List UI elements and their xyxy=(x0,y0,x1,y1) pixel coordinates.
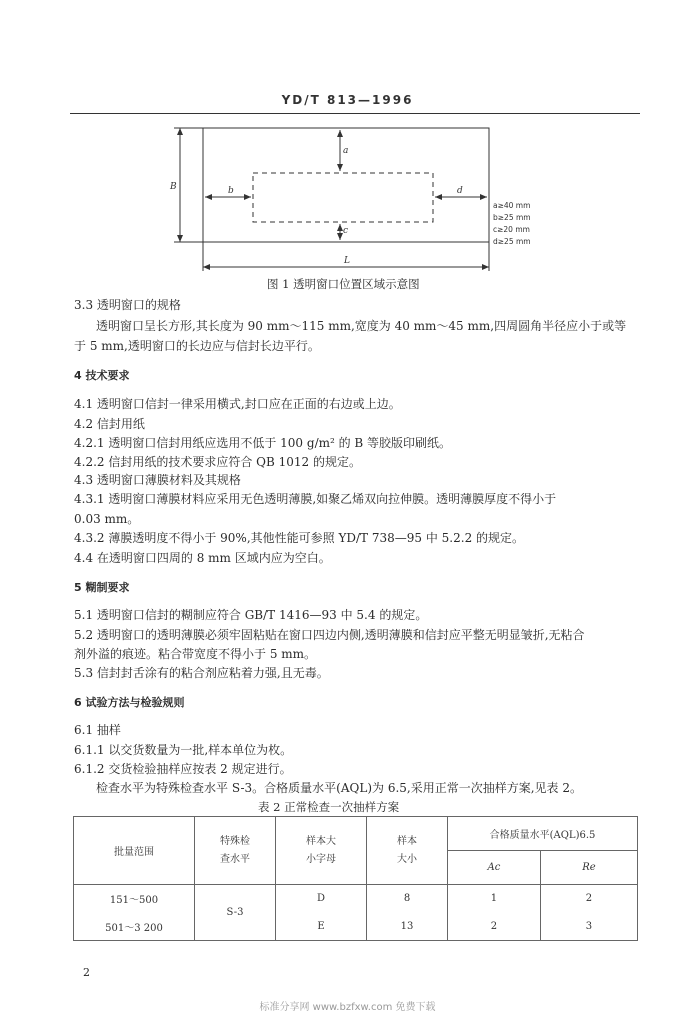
header-batch-range: 批量范围 xyxy=(74,817,195,885)
table-row xyxy=(74,885,638,913)
clause-5-2-line-1: 5.2 透明窗口的透明薄膜必须牢固粘贴在窗口四边内侧,透明薄膜和信封应平整无明显皱折,无粘合 xyxy=(74,628,585,642)
clause-4-4: 4.4 在透明窗口四周的 8 mm 区域内应为空白。 xyxy=(74,551,331,565)
figure-caption: 图 1 透明窗口位置区域示意图 xyxy=(267,277,420,291)
legend-d: d≥25 mm xyxy=(493,237,531,246)
footer-watermark: 标准分享网 www.bzfxw.com 免费下载 xyxy=(259,1002,436,1013)
paragraph-3-3-line-2: 于 5 mm,透明窗口的长边应与信封长边平行。 xyxy=(74,339,320,353)
cell-ac: 1 xyxy=(448,885,541,913)
cell-ac: 2 xyxy=(448,913,541,941)
header-code-letter: 样本大 小字母 xyxy=(276,817,367,885)
clause-6-1-1: 6.1.1 以交货数量为一批,样本单位为枚。 xyxy=(74,743,293,757)
cell-code: D xyxy=(276,885,367,913)
header-re: Re xyxy=(540,851,637,885)
header-special-level: 特殊检 查水平 xyxy=(195,817,276,885)
clause-4-2-2: 4.2.2 信封用纸的技术要求应符合 QB 1012 的规定。 xyxy=(74,455,361,469)
legend-c: c≥20 mm xyxy=(493,225,530,234)
figure-window-diagram xyxy=(160,125,560,275)
table-row xyxy=(74,913,638,941)
section-4-heading: 4 技术要求 xyxy=(74,369,130,382)
sampling-plan-table xyxy=(73,816,638,941)
clause-6-1: 6.1 抽样 xyxy=(74,723,121,737)
section-5-heading: 5 糊制要求 xyxy=(74,581,130,594)
clause-5-2-line-2: 剂外溢的痕迹。粘合带宽度不得小于 5 mm。 xyxy=(74,647,317,661)
section-6-heading: 6 试验方法与检验规则 xyxy=(74,696,185,709)
header-sample-size: 样本 大小 xyxy=(367,817,448,885)
clause-4-3-2: 4.3.2 薄膜透明度不得小于 90%,其他性能可参照 YD/T 738—95 中 5.2.2 的规定。 xyxy=(74,531,525,545)
clause-5-1: 5.1 透明窗口信封的糊制应符合 GB/T 1416—93 中 5.4 的规定。 xyxy=(74,608,428,622)
header-ac: Ac xyxy=(448,851,541,885)
legend-a: a≥40 mm xyxy=(493,201,531,210)
cell-size: 8 xyxy=(367,885,448,913)
cell-batch: 151～500 xyxy=(74,885,195,913)
paragraph-3-3-line-1: 透明窗口呈长方形,其长度为 90 mm～115 mm,宽度为 40 mm～45 mm,四周圆角半径应小于或等 xyxy=(96,319,627,333)
header-rule xyxy=(70,113,640,114)
label-c: c xyxy=(343,226,349,236)
clause-4-2: 4.2 信封用纸 xyxy=(74,417,145,431)
label-B: B xyxy=(170,182,177,192)
cell-level: S-3 xyxy=(195,885,276,941)
label-a: a xyxy=(343,146,349,156)
cell-size: 13 xyxy=(367,913,448,941)
page-header-title: YD/T 813—1996 xyxy=(281,93,414,107)
clause-4-3-1-line-2: 0.03 mm。 xyxy=(74,512,140,526)
window-outline xyxy=(253,173,433,222)
cell-re: 3 xyxy=(540,913,637,941)
cell-batch: 501～3 200 xyxy=(74,913,195,941)
label-d: d xyxy=(457,186,463,196)
page-number: 2 xyxy=(83,966,90,979)
clause-5-3: 5.3 信封封舌涂有的粘合剂应粘着力强,且无毒。 xyxy=(74,666,329,680)
paragraph-6-inspection-level: 检查水平为特殊检查水平 S-3。合格质量水平(AQL)为 6.5,采用正常一次抽样方案,见表 2。 xyxy=(96,781,582,795)
label-b: b xyxy=(228,186,234,196)
clause-4-2-1: 4.2.1 透明窗口信封用纸应选用不低于 100 g/m² 的 B 等胶版印刷纸。 xyxy=(74,436,452,450)
label-L: L xyxy=(344,256,350,266)
clause-4-1: 4.1 透明窗口信封一律采用横式,封口应在正面的右边或上边。 xyxy=(74,397,401,411)
clause-4-3: 4.3 透明窗口薄膜材料及其规格 xyxy=(74,473,241,487)
table-caption: 表 2 正常检查一次抽样方案 xyxy=(258,800,400,814)
cell-re: 2 xyxy=(540,885,637,913)
header-aql: 合格质量水平(AQL)6.5 xyxy=(448,817,638,851)
clause-4-3-1-line-1: 4.3.1 透明窗口薄膜材料应采用无色透明薄膜,如聚乙烯双向拉伸膜。透明薄膜厚度不得小于 xyxy=(74,492,557,506)
cell-code: E xyxy=(276,913,367,941)
clause-6-1-2: 6.1.2 交货检验抽样应按表 2 规定进行。 xyxy=(74,762,292,776)
legend-b: b≥25 mm xyxy=(493,213,531,222)
section-3-3-heading: 3.3 透明窗口的规格 xyxy=(74,298,181,312)
